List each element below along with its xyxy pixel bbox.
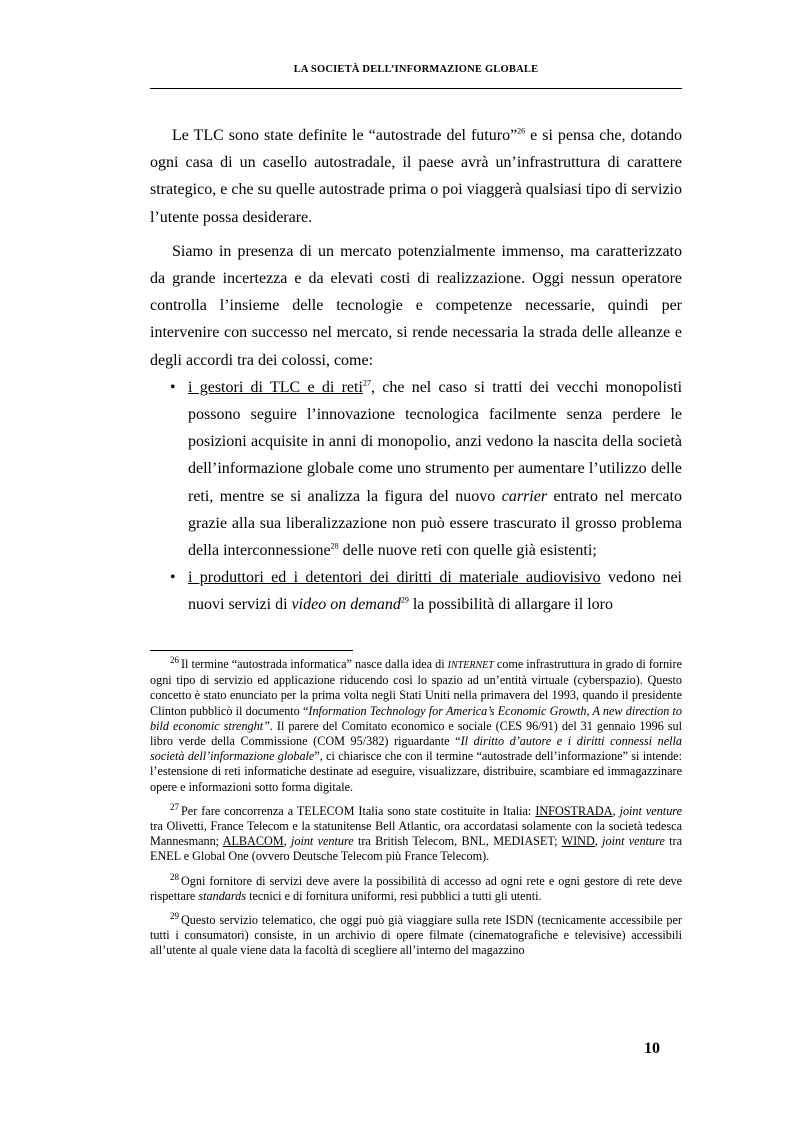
- footnote-ref-27[interactable]: 27: [362, 378, 371, 388]
- footnotes: [150, 654, 683, 968]
- footnote-26: $^{26}$ Il termine “autostrada informatica” nasce dalla idea di INTERNET come infrastruttura in grado di fornire ogni tipo di servizio ed applicazione riducendo così lo spazio ad un’entità virtuale (cyberspazio). Questo concetto è stato enunciato per la prima volta negli Stati Uniti nella primavera del 1993, quando il presidente Clinton pubblicò il documento “Information Technology for America’s Economic Growth, A new direction to bild economic strenght”. Il parere del Comitato economico e sociale (CES 96/91) del 31 gennaio 1996 sul libro verde della Commissione (COM 95/382) riguardante “Il diritto d’autore e i diritti connessi nella società dell’informazione globale”, ci chiarisce che con il termine “autostrade dell’informazione” si intende: l’estensione di reti informatiche destinate ad eseguire, visualizzare, distribuire, scambiare ed immagazzinare opere e informazioni sotto forma digitale.: [150, 654, 683, 794]
- page-number: 10: [644, 1040, 660, 1057]
- footnote-ref-26[interactable]: 26: [517, 126, 526, 136]
- bullet-icon: •: [170, 569, 176, 587]
- bullet-item-2: • i produttori ed i detentori dei diritti di materiale audiovisivo vedono nei nuovi servizi di video on demand$^{29}$ la possibilità di allargare il loro: [150, 564, 682, 618]
- bullet-item-1: • i gestori di TLC e di reti$^{27}$, che nel caso si tratti dei vecchi monopolisti possono seguire l’innovazione tecnologica facilmente senza perdere le posizioni acquisite in anni di monopolio, anzi vedono la nascita della società dell’informazione globale come uno strumento per aumentare l’utilizzo delle reti, mentre se si analizza la figura del nuovo carrier entrato nel mercato grazie alla sua liberalizzazione non può essere trascurato il grosso problema della interconnessione$^{28}$ delle nuove reti con quelle già esistenti;: [150, 374, 682, 564]
- footnote-29: $^{29}$ Questo servizio telematico, che oggi può già viaggiare sulla rete ISDN (tecnicamente accessibile per tutti i consumatori) consiste, in un archivio di opere filmate (cinematografiche e televisive) accessibili all’utente al quale viene data la facoltà di scegliere all’interno del magazzino: [150, 910, 682, 958]
- running-header: LA SOCIETÀ DELL’INFORMAZIONE GLOBALE: [293, 64, 539, 75]
- header-divider: [150, 88, 682, 89]
- footnote-27: $^{27}$ Per fare concorrenza a TELECOM Italia sono state costituite in Italia: INFOSTRADA, joint venture tra Olivetti, France Telecom e la statunitense Bell Atlantic, ora accordatasi solamente con la società tedesca Mannesmann; ALBACOM, joint venture tra British Telecom, BNL, MEDIASET; WIND, joint venture tra ENEL e Global One (ovvero Deutsche Telecom più France Telecom).: [150, 801, 683, 864]
- footnote-28: $^{28}$ Ogni fornitore di servizi deve avere la possibilità di accesso ad ogni rete e ogni gestore di rete deve rispettare standards tecnici e di fornitura uniformi, resi pubblici a tutti gli utenti.: [150, 871, 682, 903]
- bullet-2-link[interactable]: i produttori ed i detentori dei diritti di materiale audiovisivo: [188, 569, 601, 587]
- paragraph-2: Siamo in presenza di un mercato potenzialmente immenso, ma caratterizzato da grande incertezza e da elevati costi di realizzazione. Oggi nessun operatore controlla l’insieme delle tecnologie e competenze necessarie, quindi per intervenire con successo nel mercato, si rende necessaria la strada delle alleanze e degli accordi tra dei colossi, come:: [150, 242, 682, 369]
- footnote-ref-29[interactable]: 29: [400, 596, 409, 606]
- footnote-divider: [150, 650, 353, 651]
- albacom-link[interactable]: ALBACOM: [222, 834, 284, 849]
- bullet-list: [150, 374, 682, 619]
- infostrada-link[interactable]: INFOSTRADA: [535, 803, 613, 818]
- paragraph-1: Le TLC sono state definite le “autostrade del futuro”$^{26}$ e si pensa che, dotando ogni casa di un casello autostradale, il paese avrà un’infrastruttura di carattere strategico, e che su quelle autostrade prima o poi viaggerà qualsiasi tipo di servizio l’utente possa desiderare.: [150, 126, 682, 226]
- bullet-icon: •: [170, 378, 176, 396]
- wind-link[interactable]: WIND: [561, 834, 595, 849]
- body-text: [150, 122, 682, 619]
- footnote-ref-28[interactable]: 28: [330, 541, 339, 551]
- bullet-1-link[interactable]: i gestori di TLC e di reti: [188, 378, 363, 396]
